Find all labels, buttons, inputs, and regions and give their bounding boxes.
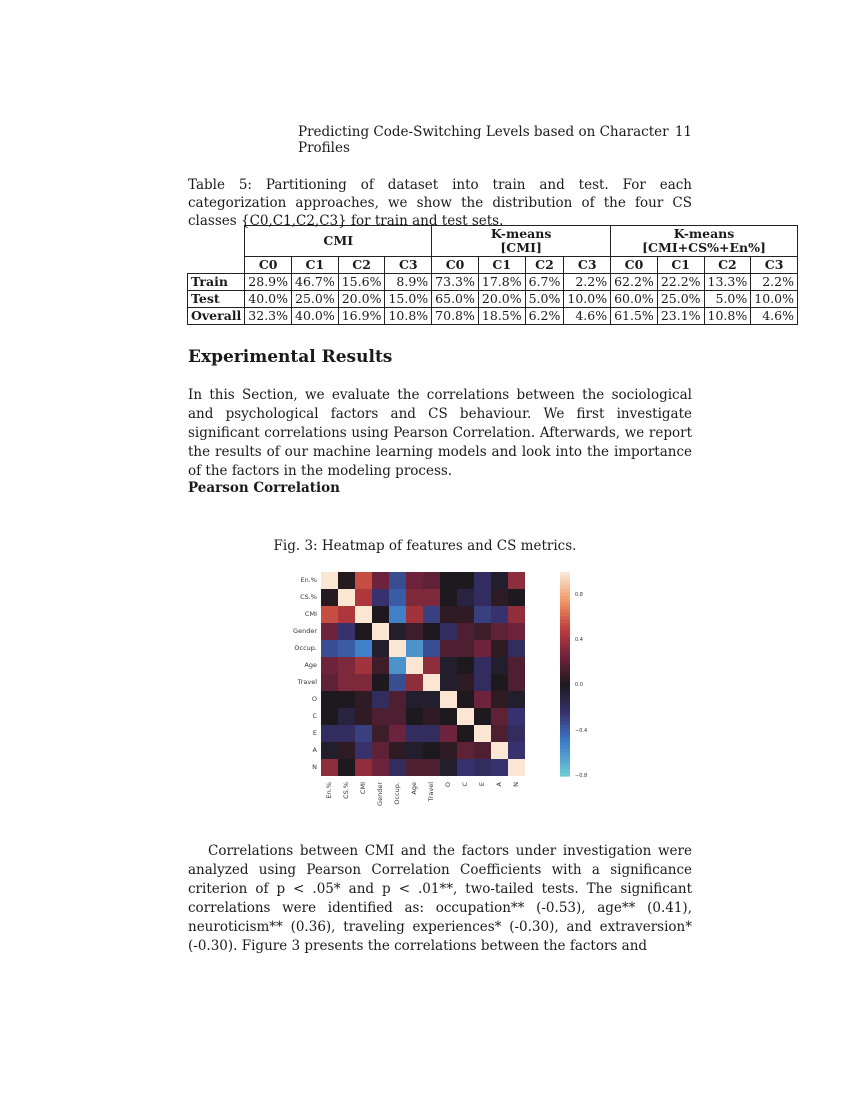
heatmap-cell (355, 708, 372, 725)
heatmap-cell (491, 657, 508, 674)
column-header: C0 (245, 257, 292, 274)
heatmap-cell (440, 623, 457, 640)
heatmap-cell (321, 708, 338, 725)
column-header: C2 (704, 257, 751, 274)
heatmap-cell (474, 623, 491, 640)
table-cell: 22.2% (657, 274, 704, 291)
heatmap-column-label: N (512, 782, 520, 787)
heatmap-cell (457, 623, 474, 640)
heatmap-column-label: O (444, 782, 452, 788)
heatmap-cell (389, 572, 406, 589)
heatmap-cell (372, 674, 389, 691)
heatmap-cell (389, 606, 406, 623)
heatmap-cell (406, 742, 423, 759)
table-cell: 65.0% (432, 291, 479, 308)
heatmap-cell (440, 572, 457, 589)
table-cell: 13.3% (704, 274, 751, 291)
colorbar-segment (560, 773, 570, 777)
table-cell: 62.2% (611, 274, 658, 291)
heatmap-cell (355, 657, 372, 674)
colorbar-tick-label: 0.0 (575, 682, 583, 689)
heatmap-cell (457, 657, 474, 674)
heatmap-cell (474, 606, 491, 623)
table-cell: 61.5% (611, 308, 658, 325)
heatmap-cell (491, 589, 508, 606)
heatmap-cell (440, 691, 457, 708)
heatmap-cell (440, 674, 457, 691)
heatmap-cell (440, 759, 457, 776)
heatmap-cell (321, 657, 338, 674)
table-cell: 10.8% (704, 308, 751, 325)
heatmap-cell (491, 725, 508, 742)
table-cell: 73.3% (432, 274, 479, 291)
heatmap-cell (457, 708, 474, 725)
column-header: C1 (478, 257, 525, 274)
heatmap-column-label: E (478, 782, 486, 787)
heatmap-cell (406, 640, 423, 657)
heatmap-cell (321, 640, 338, 657)
heatmap-row-label: C (312, 712, 317, 720)
heatmap-row-label: A (312, 746, 317, 754)
heatmap-cell (508, 657, 525, 674)
heatmap-column-label: A (495, 782, 503, 787)
heatmap-cell (372, 691, 389, 708)
section-paragraph: In this Section, we evaluate the correlations between the sociological and psychological factors and CS behaviour. We first investigate significant correlations using Pearson Correlation. Afterwards, we report the results of our machine learning models and look into the importance of the factors in the modeling process. (188, 387, 692, 479)
heatmap-cell (338, 623, 355, 640)
table-cell: 60.0% (611, 291, 658, 308)
heatmap-cell (508, 674, 525, 691)
heatmap-cell (457, 572, 474, 589)
running-head (298, 124, 692, 156)
table-cell: 6.7% (525, 274, 564, 291)
heatmap-cell (372, 708, 389, 725)
column-header: C3 (385, 257, 432, 274)
heatmap-cell (491, 640, 508, 657)
heatmap-cell (457, 725, 474, 742)
heatmap-column-label: Travel (427, 782, 435, 802)
heatmap-row-label: En.% (300, 576, 317, 584)
heatmap-cell (508, 640, 525, 657)
heatmap-cell (474, 742, 491, 759)
heatmap-cell (389, 589, 406, 606)
table-cell: 32.3% (245, 308, 292, 325)
table-cell: 40.0% (292, 308, 339, 325)
heatmap-cell (406, 657, 423, 674)
heatmap-cell (457, 606, 474, 623)
heatmap-cell (474, 759, 491, 776)
table-cell: 46.7% (292, 274, 339, 291)
bottom-paragraph: Correlations between CMI and the factors under investigation were analyzed using Pearson Correlation Coefficients with a significance criterion of p < .05* and p < .01**, two-tailed tests. The significant correlations were identified as: occupation** (-0.53), age** (0.41), neuroticism** (0.36), traveling experiences* (-0.30), and extraversion* (-0.30). Figure 3 presents the correlations between the factors and (188, 843, 692, 954)
table-cell: 23.1% (657, 308, 704, 325)
table-cell: 5.0% (525, 291, 564, 308)
heatmap-row-label: Occup. (294, 644, 317, 652)
heatmap-cell (440, 589, 457, 606)
heatmap-cell (406, 691, 423, 708)
heatmap-cell (491, 606, 508, 623)
heatmap-cell (508, 606, 525, 623)
heatmap-cell (372, 572, 389, 589)
heatmap-cell (423, 572, 440, 589)
heatmap-cell (406, 572, 423, 589)
heatmap-cell (355, 691, 372, 708)
heatmap-cell (338, 572, 355, 589)
heatmap-cell (406, 759, 423, 776)
heatmap-cell (457, 589, 474, 606)
table-cell: 6.2% (525, 308, 564, 325)
heatmap-cell (355, 674, 372, 691)
table-cell: 70.8% (432, 308, 479, 325)
heatmap-row-label: E (312, 729, 317, 737)
table-cell: 15.0% (385, 291, 432, 308)
heatmap-cell (440, 640, 457, 657)
figure-caption: Fig. 3: Heatmap of features and CS metrics. (273, 538, 577, 554)
heatmap-row-label: Travel (297, 678, 317, 686)
heatmap-cell (338, 725, 355, 742)
heatmap-cell (338, 691, 355, 708)
heatmap-cell (355, 725, 372, 742)
heatmap-cell (355, 640, 372, 657)
table-cell: 2.2% (751, 274, 798, 291)
column-header: C1 (292, 257, 339, 274)
heatmap-cell (338, 640, 355, 657)
heatmap-cell (355, 589, 372, 606)
heatmap-cell (508, 725, 525, 742)
heatmap-cell (440, 742, 457, 759)
heatmap-cell (440, 725, 457, 742)
heatmap-cell (406, 589, 423, 606)
heatmap-cell (423, 708, 440, 725)
heatmap-cell (338, 606, 355, 623)
column-header: C3 (564, 257, 611, 274)
heatmap-colorbar (560, 572, 574, 777)
heatmap-cell (389, 725, 406, 742)
heatmap-cell (440, 657, 457, 674)
table-cell: 4.6% (564, 308, 611, 325)
table-cell: 17.8% (478, 274, 525, 291)
heatmap-cell (321, 572, 338, 589)
heatmap-cell (338, 674, 355, 691)
heatmap-cell (355, 606, 372, 623)
heatmap-cell (372, 640, 389, 657)
section-title: Experimental Results (188, 347, 393, 367)
heatmap-cell (355, 742, 372, 759)
heatmap-cell (474, 708, 491, 725)
row-label: Test (188, 291, 245, 308)
heatmap-cell (423, 589, 440, 606)
heatmap-cell (372, 623, 389, 640)
heatmap-cell (423, 606, 440, 623)
heatmap-cell (508, 742, 525, 759)
heatmap-cell (389, 640, 406, 657)
heatmap-cell (457, 691, 474, 708)
column-header: C3 (751, 257, 798, 274)
heatmap-row-label: CMI (304, 610, 317, 618)
heatmap-cell (389, 759, 406, 776)
column-header: C0 (611, 257, 658, 274)
table-cell: 40.0% (245, 291, 292, 308)
heatmap-cell (423, 640, 440, 657)
column-header: C2 (338, 257, 385, 274)
column-header: C2 (525, 257, 564, 274)
heatmap-cell (474, 691, 491, 708)
heatmap-cell (474, 640, 491, 657)
table-cell: 25.0% (292, 291, 339, 308)
table-cell: 25.0% (657, 291, 704, 308)
heatmap-cell (474, 674, 491, 691)
heatmap-column-label: Occup. (393, 782, 401, 805)
heatmap-cell (508, 623, 525, 640)
page-number: 11 (674, 124, 692, 140)
heatmap-cell (372, 606, 389, 623)
group-header-kmeans-cmi: K-means [CMI] (432, 226, 611, 257)
heatmap-cell (457, 674, 474, 691)
running-title: Predicting Code-Switching Levels based on Character Profiles (298, 124, 669, 156)
heatmap-cell (508, 589, 525, 606)
heatmap-cell (338, 759, 355, 776)
heatmap-cell (423, 691, 440, 708)
heatmap-cell (338, 708, 355, 725)
heatmap-cell (389, 742, 406, 759)
group-header-kmeans-combined: K-means [CMI+CS%+En%] (611, 226, 798, 257)
table-cell: 8.9% (385, 274, 432, 291)
heatmap-cell (372, 589, 389, 606)
heatmap-cell (440, 606, 457, 623)
heatmap-cell (491, 742, 508, 759)
heatmap-cell (372, 657, 389, 674)
corner-cell (188, 226, 245, 257)
heatmap-cell (389, 623, 406, 640)
heatmap-cell (491, 572, 508, 589)
column-header: C0 (432, 257, 479, 274)
colorbar-tick-label: 0.8 (575, 591, 583, 598)
heatmap-cell (321, 725, 338, 742)
heatmap-cell (491, 691, 508, 708)
table-cell: 16.9% (338, 308, 385, 325)
table-row (188, 274, 798, 291)
heatmap-cell (321, 759, 338, 776)
table-cell: 10.0% (751, 291, 798, 308)
heatmap-cell (440, 708, 457, 725)
heatmap-row-label: Gender (293, 627, 317, 635)
colorbar-tick-label: −0.8 (575, 773, 588, 779)
table-cell: 20.0% (338, 291, 385, 308)
heatmap-cell (491, 674, 508, 691)
heatmap-cell (355, 623, 372, 640)
heatmap-cell (321, 691, 338, 708)
heatmap-column-label: Age (410, 782, 418, 795)
heatmap-cell (423, 623, 440, 640)
heatmap-row-label: CS.% (300, 593, 317, 601)
heatmap-cell (508, 708, 525, 725)
table-cell: 2.2% (564, 274, 611, 291)
heatmap-cell (406, 708, 423, 725)
table-cell: 15.6% (338, 274, 385, 291)
heatmap-cell (474, 657, 491, 674)
heatmap-column-label: CS.% (342, 782, 350, 799)
table-cell: 10.8% (385, 308, 432, 325)
table-cell: 10.0% (564, 291, 611, 308)
row-label: Train (188, 274, 245, 291)
heatmap-cell (321, 623, 338, 640)
heatmap-cell (372, 725, 389, 742)
table-body (188, 274, 798, 325)
heatmap-cell (474, 725, 491, 742)
table-row (188, 308, 798, 325)
heatmap-cell (508, 691, 525, 708)
column-header-row (188, 257, 798, 274)
heatmap-cell (423, 674, 440, 691)
table-cell: 28.9% (245, 274, 292, 291)
heatmap-cell (491, 708, 508, 725)
heatmap-cell (406, 606, 423, 623)
heatmap-cell (355, 759, 372, 776)
heatmap-column-label: C (461, 782, 469, 787)
heatmap-cell (321, 674, 338, 691)
heatmap-column-label: CMI (359, 782, 367, 795)
heatmap-cell (457, 742, 474, 759)
row-label: Overall (188, 308, 245, 325)
correlation-heatmap (321, 572, 549, 777)
group-header-cmi: CMI (245, 226, 432, 257)
heatmap-cell (491, 759, 508, 776)
heatmap-row-label: N (312, 763, 317, 771)
heatmap-cell (372, 759, 389, 776)
heatmap-cell (491, 623, 508, 640)
table-row (188, 291, 798, 308)
heatmap-row-label: Age (304, 661, 317, 669)
table-cell: 18.5% (478, 308, 525, 325)
table-cell: 20.0% (478, 291, 525, 308)
heatmap-cell (423, 725, 440, 742)
partition-table (187, 225, 798, 325)
heatmap-cell (423, 742, 440, 759)
heatmap-cell (338, 742, 355, 759)
heatmap-cell (389, 657, 406, 674)
heatmap-column-label: Gender (376, 782, 384, 806)
heatmap-cell (457, 759, 474, 776)
table-cell: 4.6% (751, 308, 798, 325)
colorbar-tick-label: 0.4 (575, 637, 583, 643)
heatmap-cell (406, 623, 423, 640)
colorbar-tick-label: −0.4 (575, 727, 588, 734)
heatmap-cell (508, 572, 525, 589)
heatmap-cell (406, 674, 423, 691)
heatmap-cell (423, 759, 440, 776)
heatmap-cell (508, 759, 525, 776)
subsection-title: Pearson Correlation (188, 480, 340, 496)
heatmap-cell (321, 589, 338, 606)
heatmap-cell (389, 674, 406, 691)
heatmap-cell (389, 691, 406, 708)
heatmap-cell (457, 640, 474, 657)
table-caption: Table 5: Partitioning of dataset into train and test. For each categorization approaches, we show the distribution of the four CS classes {C0,C1,C2,C3} for train and test sets. (188, 177, 692, 229)
table-cell: 5.0% (704, 291, 751, 308)
heatmap-cell (321, 742, 338, 759)
heatmap-cell (321, 606, 338, 623)
heatmap-column-label: En.% (325, 782, 333, 799)
column-header: C1 (657, 257, 704, 274)
heatmap-cell (423, 657, 440, 674)
heatmap-cell (372, 742, 389, 759)
heatmap-cell (338, 657, 355, 674)
heatmap-cell (406, 725, 423, 742)
heatmap-cell (474, 589, 491, 606)
heatmap-row-label: O (311, 695, 317, 703)
heatmap-cell (338, 589, 355, 606)
heatmap-cell (355, 572, 372, 589)
heatmap-cell (474, 572, 491, 589)
heatmap-cell (389, 708, 406, 725)
